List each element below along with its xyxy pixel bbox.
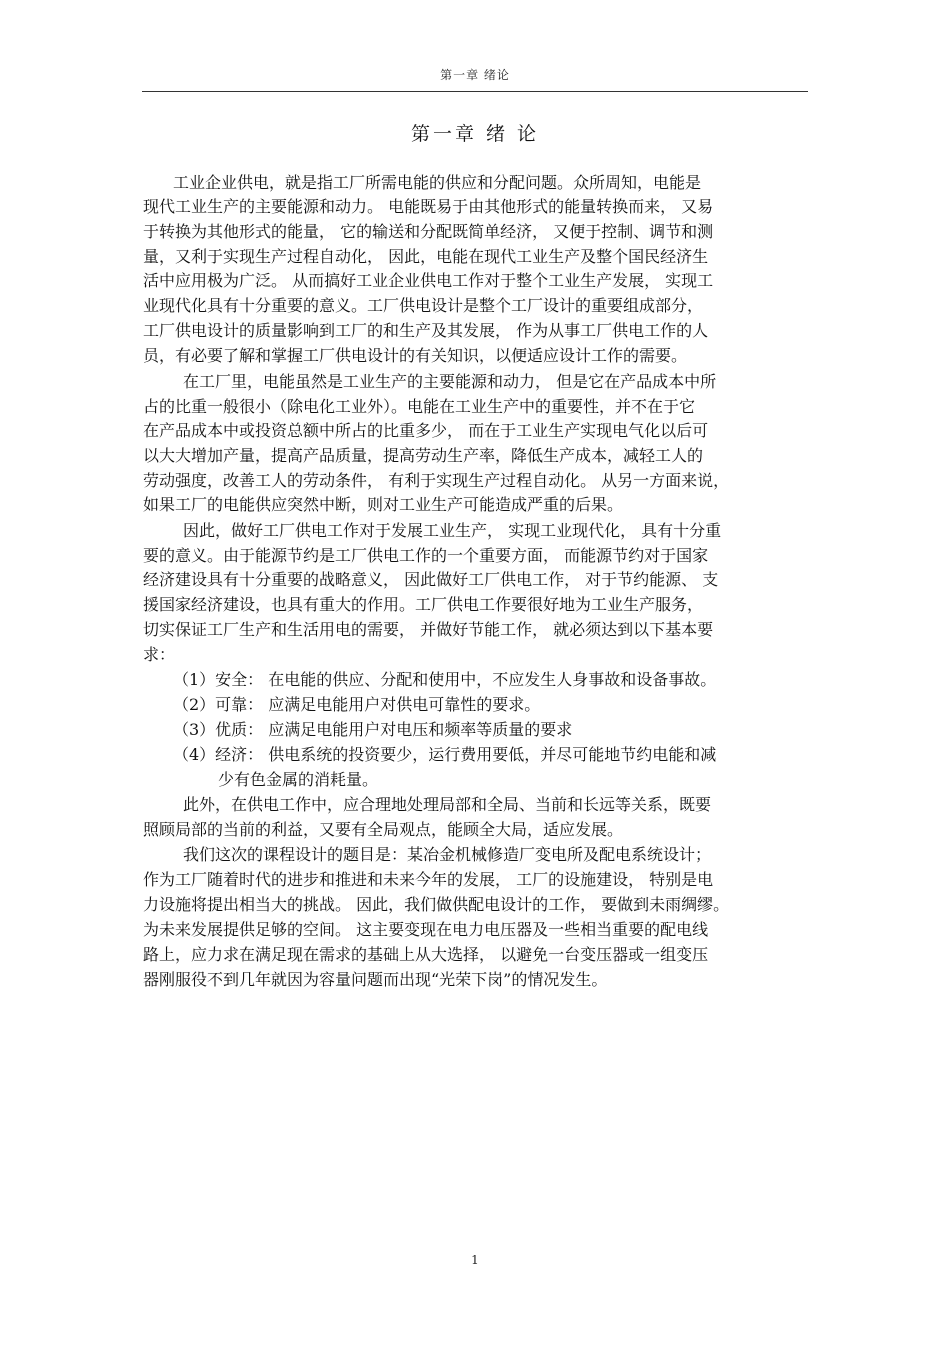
text-line: 此外，在供电工作中，应合理地处理局部和全局、当前和长远等关系，既要 [183,795,712,814]
text-line: 为未来发展提供足够的空间。 这主要变现在电力电压器及一些相当重要的配电线 [143,920,709,939]
text-line: 我们这次的课程设计的题目是：某冶金机械修造厂变电所及配电系统设计； [183,845,712,864]
text-line: 因此，做好工厂供电工作对于发展工业生产， 实现工业现代化， 具有十分重 [183,521,722,540]
text-line: 占的比重一般很小（除电化工业外）。电能在工业生产中的重要性，并不在于它 [143,397,696,416]
text-line: 力设施将提出相当大的挑战。 因此，我们做供配电设计的工作， 要做到未雨绸缪。 [143,895,730,914]
text-line: 工厂供电设计的质量影响到工厂的和生产及其发展， 作为从事工厂供电工作的人 [143,321,709,340]
list-item: （3）优质： 应满足电能用户对电压和频率等质量的要求 [173,720,573,739]
list-item: （4）经济： 供电系统的投资要少，运行费用要低，并尽可能地节约电能和减 [173,745,717,764]
text-line: 员，有必要了解和掌握工厂供电设计的有关知识，以便适应设计工作的需要。 [143,346,688,365]
text-line: 求： [143,645,176,664]
text-line: 经济建设具有十分重要的战略意义， 因此做好工厂供电工作， 对于节约能源、 支 [143,570,719,589]
text-line: 工业企业供电，就是指工厂所需电能的供应和分配问题。众所周知，电能是 [173,173,702,192]
text-line: 劳动强度，改善工人的劳动条件， 有利于实现生产过程自动化。 从另一方面来说， [143,471,730,490]
list-item-continuation: 少有色金属的消耗量。 [218,770,379,789]
text-line: 切实保证工厂生产和生活用电的需要， 并做好节能工作， 就必须达到以下基本要 [143,620,714,639]
page-number: 1 [471,1253,479,1267]
text-line: 援国家经济建设，也具有重大的作用。工厂供电工作要很好地为工业生产服务， [143,595,704,614]
header-divider [142,91,808,92]
chapter-title: 第一章 绪 论 [410,123,540,145]
running-header: 第一章 绪论 [440,68,510,82]
text-line: 现代工业生产的主要能源和动力。 电能既易于由其他形式的能量转换而来， 又易 [143,197,714,216]
text-line: 量，又利于实现生产过程自动化， 因此，电能在现代工业生产及整个国民经济生 [143,247,709,266]
text-line: 在工厂里，电能虽然是工业生产的主要能源和动力， 但是它在产品成本中所 [183,372,717,391]
text-line: 路上，应力求在满足现在需求的基础上从大选择， 以避免一台变压器或一组变压 [143,945,709,964]
text-line: 作为工厂随着时代的进步和推进和未来今年的发展， 工厂的设施建设， 特别是电 [143,870,714,889]
text-line: 要的意义。由于能源节约是工厂供电工作的一个重要方面， 而能源节约对于国家 [143,546,709,565]
text-line: 照顾局部的当前的利益，又要有全局观点，能顾全大局，适应发展。 [143,820,624,839]
text-line: 于转换为其他形式的能量， 它的输送和分配既简单经济， 又便于控制、调节和测 [143,222,714,241]
list-item: （1）安全： 在电能的供应、分配和使用中，不应发生人身事故和设备事故。 [173,670,717,689]
text-line: 业现代化具有十分重要的意义。工厂供电设计是整个工厂设计的重要组成部分， [143,296,704,315]
text-line: 如果工厂的电能供应突然中断，则对工业生产可能造成严重的后果。 [143,495,624,514]
text-line: 活中应用极为广泛。 从而搞好工业企业供电工作对于整个工业生产发展， 实现工 [143,271,714,290]
text-line: 以大大增加产量，提高产品质量，提高劳动生产率，降低生产成本，减轻工人的 [143,446,704,465]
list-item: （2）可靠： 应满足电能用户对供电可靠性的要求。 [173,695,541,714]
text-line: 器刚服役不到几年就因为容量问题而出现“光荣下岗”的情况发生。 [143,970,608,989]
text-line: 在产品成本中或投资总额中所占的比重多少， 而在于工业生产实现电气化以后可 [143,421,709,440]
